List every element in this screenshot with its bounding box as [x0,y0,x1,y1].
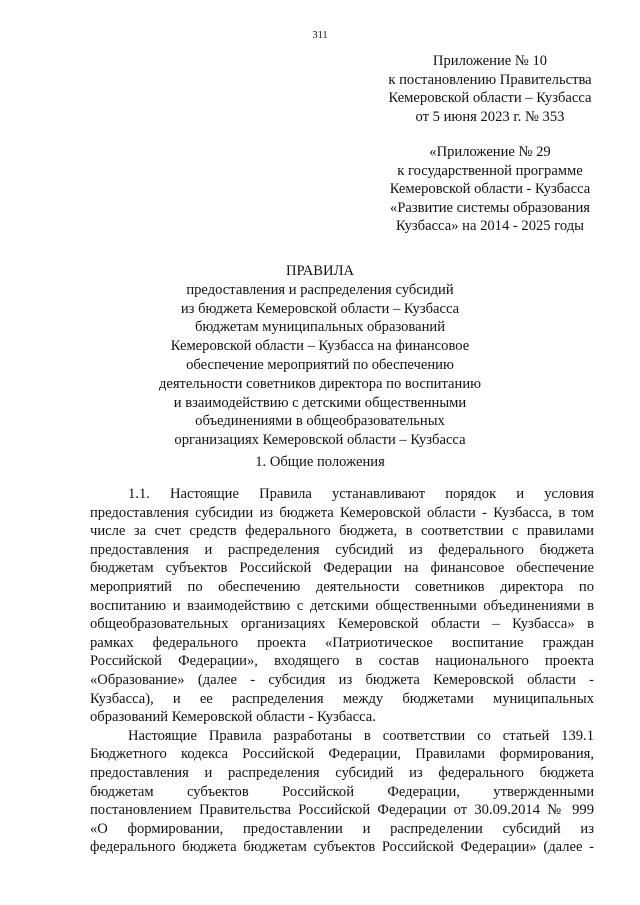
subtitle-line: организациях Кемеровской области – Кузбасса [174,432,466,449]
subtitle-line: деятельности советников директора по воспитанию [158,375,482,392]
appendix-line: от 5 июня 2023 г. № 353 [415,108,565,125]
appendix-line: к постановлению Правительства [388,71,592,88]
paragraph-line: Бюджетного кодекса Российской Федерации, Правилами формирования, [90,746,594,763]
document-title: ПРАВИЛА [285,263,355,279]
appendix-line: к государственной программе [397,162,583,179]
appendix-line: Кузбасса» на 2014 - 2025 годы [395,218,584,234]
subtitle-line: Кемеровской области – Кузбасса на финансовое [170,338,470,355]
subtitle-line: из бюджета Кемеровской области – Кузбасса [180,300,460,317]
body-text [90,485,594,857]
appendix-line: «Развитие системы образования [390,199,590,216]
paragraph-line: Российской Федерации», входящего в состав национального проекта [90,653,594,670]
paragraph-line: федерального бюджета бюджетам субъектов Российской Федерации» (далее - [90,839,594,856]
page-number: 311 [312,30,328,41]
section-heading: 1. Общие положения [255,454,385,470]
subtitle-line: и взаимодействию с детскими общественными [173,394,467,411]
paragraph-line: рамках федерального проекта «Патриотическое воспитание граждан [90,634,594,651]
paragraph-line: Кузбасса), и ее распределения между бюджетами муниципальных [90,690,594,707]
paragraph-line: образований Кемеровской области - Кузбасса. [90,709,376,726]
appendix-line: «Приложение № 29 [429,144,551,160]
subtitle-line: бюджетам муниципальных образований [194,319,446,336]
paragraph-line: бюджетам субъектов Российской Федерации на финансовое обеспечение [90,560,594,577]
paragraph-line: мероприятий по обеспечению деятельности советников директора по [90,578,594,595]
paragraph-line: 1.1. Настоящие Правила устанавливают порядок и условия [128,486,594,502]
subtitle-line: обеспечение мероприятий по обеспечению [186,356,454,373]
appendix-29-header [370,143,610,236]
paragraph-line: числе за счет средств федерального бюджета, в соответствии с правилами [90,523,594,540]
paragraph-line: «О формировании, предоставлении и распределении субсидий из [90,820,594,837]
paragraph-line: постановлением Правительства Российской Федерации от 30.09.2014 № 999 [90,802,594,819]
paragraph-line: предоставления и распределения субсидий из федерального бюджета [90,541,594,558]
subtitle-line: предоставления и распределения субсидий [186,281,454,298]
document-title-block [80,262,560,450]
paragraph-line: Настоящие Правила разработаны в соответствии со статьей 139.1 [128,727,594,744]
paragraph-line: предоставления и распределения субсидий из федерального бюджета [90,764,594,781]
appendix-line: Кемеровской области - Кузбасса [389,181,591,197]
paragraph-line: общеобразовательных организациях Кемеровской области – Кузбасса» в [90,616,594,633]
appendix-10-header [370,52,610,126]
paragraph-line: предоставления субсидии из бюджета Кемеровской области - Кузбасса, в том [90,504,594,521]
paragraph-line: бюджетам субъектов Российской Федерации, утвержденными [90,783,594,800]
appendix-line: Кемеровской области – Кузбасса [388,90,592,106]
paragraph-line: воспитанию и взаимодействию с детскими общественными объединениями в [90,597,594,614]
subtitle-line: объединениями в общеобразовательных [195,413,445,430]
appendix-line: Приложение № 10 [432,53,548,69]
paragraph-line: «Образование» (далее - субсидия из бюджета Кемеровской области - [90,671,594,688]
